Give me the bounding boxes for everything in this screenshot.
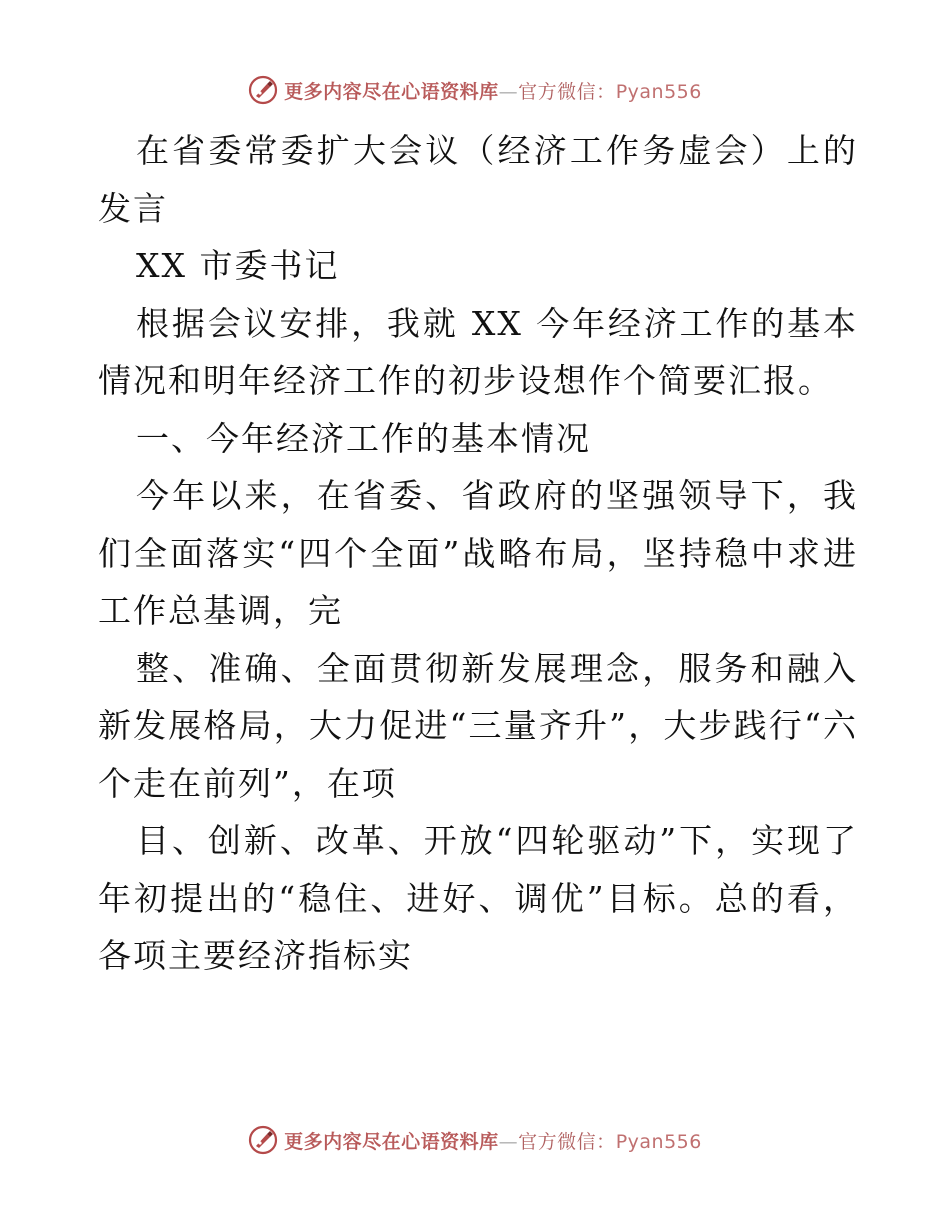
- banner-wechat-id: Pyan556: [615, 80, 702, 103]
- body-paragraph: 根据会议安排，我就 XX 今年经济工作的基本情况和明年经济工作的初步设想作个简要汇报。: [98, 303, 858, 400]
- banner-text: [284, 77, 702, 104]
- banner-separator: —: [498, 80, 519, 103]
- banner-brand: 更多内容尽在心语资料库: [284, 1130, 499, 1153]
- banner-official-label: 官方微信：: [518, 80, 616, 103]
- body-paragraph: 整、准确、全面贯彻新发展理念，服务和融入新发展格局，大力促进“三量齐升”，大步践行“六个走在前列”，在项: [98, 648, 858, 803]
- body-paragraph: 目、创新、改革、开放“四轮驱动”下，实现了年初提出的“稳住、进好、调优”目标。总的看，各项主要经济指标实: [98, 821, 858, 975]
- banner-separator: —: [498, 1130, 519, 1153]
- banner-wechat-id: Pyan556: [615, 1130, 702, 1153]
- speaker-line: XX 市委书记: [136, 246, 340, 285]
- banner-official-label: 官方微信：: [518, 1130, 616, 1153]
- pen-nib-logo-icon: [248, 1125, 278, 1155]
- body-paragraph: 今年以来，在省委、省政府的坚强领导下，我们全面落实“四个全面”战略布局，坚持稳中求进工作总基调，完: [98, 476, 858, 630]
- pen-nib-logo-icon: [248, 75, 278, 105]
- banner-brand: 更多内容尽在心语资料库: [284, 80, 499, 103]
- section-heading: 一、今年经济工作的基本情况: [136, 418, 591, 458]
- document-title: 在省委常委扩大会议（经济工作务虚会）上的发言: [98, 131, 858, 228]
- footer-watermark-banner: [0, 1122, 950, 1158]
- header-watermark-banner: [0, 72, 950, 108]
- document-body: [98, 122, 858, 985]
- banner-text: [284, 1127, 702, 1154]
